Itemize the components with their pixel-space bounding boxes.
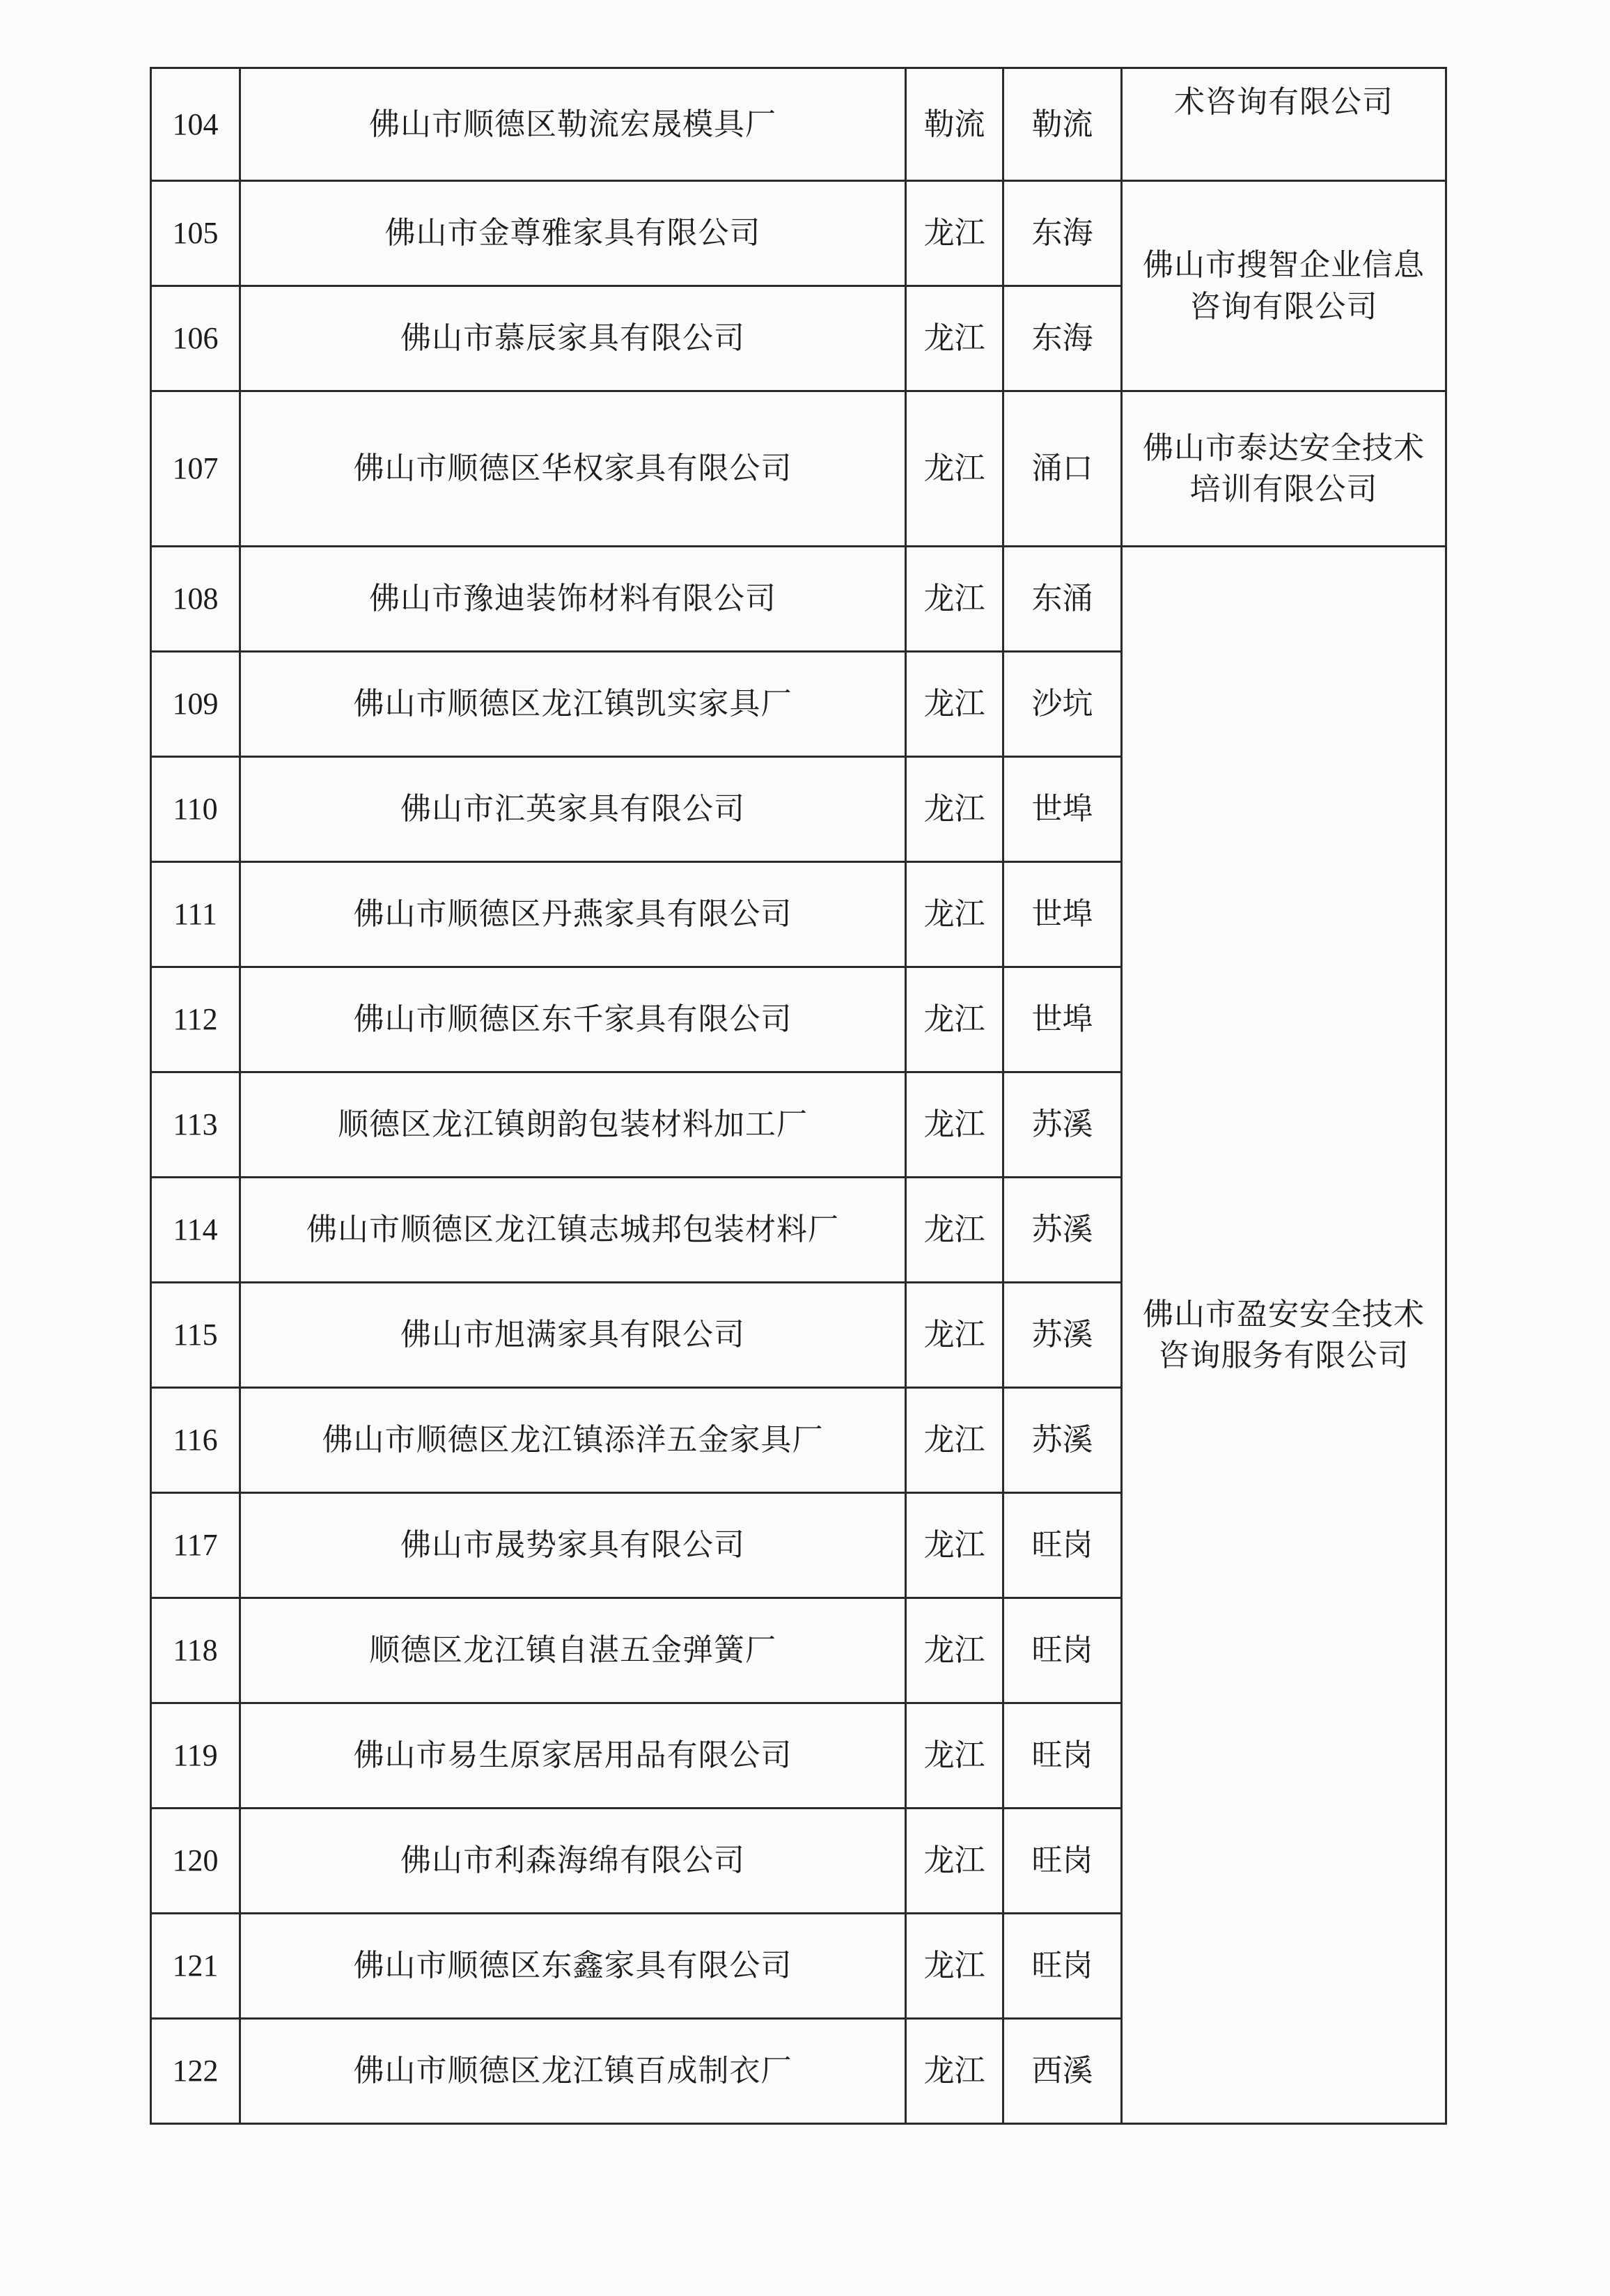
town-cell: 龙江	[906, 757, 1003, 862]
row-number: 108	[151, 547, 240, 652]
row-number: 119	[151, 1703, 240, 1809]
company-name: 佛山市金尊雅家具有限公司	[240, 181, 906, 286]
village-cell: 苏溪	[1003, 1072, 1122, 1178]
service-org-line: 培训有限公司	[1189, 471, 1378, 507]
row-number: 106	[151, 286, 240, 391]
town-cell: 勒流	[906, 68, 1003, 181]
company-name: 佛山市顺德区龙江镇志城邦包装材料厂	[240, 1178, 906, 1283]
village-cell: 勒流	[1003, 68, 1122, 181]
row-number: 122	[151, 2019, 240, 2124]
company-name: 佛山市顺德区东千家具有限公司	[240, 967, 906, 1072]
village-cell: 沙坑	[1003, 652, 1122, 757]
row-number: 105	[151, 181, 240, 286]
town-cell: 龙江	[906, 1388, 1003, 1493]
company-name: 佛山市汇英家具有限公司	[240, 757, 906, 862]
service-org-cell	[1122, 181, 1446, 391]
row-number: 112	[151, 967, 240, 1072]
table-row	[151, 68, 1446, 181]
row-number: 121	[151, 1914, 240, 2019]
row-number: 104	[151, 68, 240, 181]
row-number: 118	[151, 1598, 240, 1703]
town-cell: 龙江	[906, 1703, 1003, 1809]
service-org-line: 咨询服务有限公司	[1158, 1338, 1409, 1373]
company-name: 佛山市豫迪装饰材料有限公司	[240, 547, 906, 652]
village-cell: 旺岗	[1003, 1598, 1122, 1703]
company-name: 顺德区龙江镇朗韵包装材料加工厂	[240, 1072, 906, 1178]
town-cell: 龙江	[906, 1072, 1003, 1178]
table-row	[151, 391, 1446, 547]
row-number: 111	[151, 862, 240, 967]
service-org-line: 佛山市泰达安全技术	[1143, 430, 1425, 466]
village-cell: 世埠	[1003, 862, 1122, 967]
village-cell: 苏溪	[1003, 1178, 1122, 1283]
row-number: 110	[151, 757, 240, 862]
village-cell: 东涌	[1003, 547, 1122, 652]
company-name: 佛山市顺德区东鑫家具有限公司	[240, 1914, 906, 2019]
service-org-line: 术咨询有限公司	[1174, 84, 1393, 120]
company-name: 佛山市晟势家具有限公司	[240, 1493, 906, 1598]
row-number: 120	[151, 1809, 240, 1914]
town-cell: 龙江	[906, 181, 1003, 286]
table-row	[151, 547, 1446, 652]
company-name: 佛山市慕辰家具有限公司	[240, 286, 906, 391]
town-cell: 龙江	[906, 1809, 1003, 1914]
town-cell: 龙江	[906, 652, 1003, 757]
company-name: 佛山市顺德区华权家具有限公司	[240, 391, 906, 547]
service-org-line: 佛山市盈安安全技术	[1143, 1296, 1425, 1332]
town-cell: 龙江	[906, 1493, 1003, 1598]
town-cell: 龙江	[906, 391, 1003, 547]
company-name: 佛山市顺德区龙江镇百成制衣厂	[240, 2019, 906, 2124]
village-cell: 涌口	[1003, 391, 1122, 547]
village-cell: 西溪	[1003, 2019, 1122, 2124]
service-org-cell	[1122, 547, 1446, 2124]
village-cell: 苏溪	[1003, 1283, 1122, 1388]
town-cell: 龙江	[906, 1598, 1003, 1703]
town-cell: 龙江	[906, 2019, 1003, 2124]
company-name: 佛山市易生原家居用品有限公司	[240, 1703, 906, 1809]
town-cell: 龙江	[906, 547, 1003, 652]
row-number: 115	[151, 1283, 240, 1388]
town-cell: 龙江	[906, 862, 1003, 967]
company-name: 佛山市顺德区龙江镇添洋五金家具厂	[240, 1388, 906, 1493]
table-row	[151, 181, 1446, 286]
village-cell: 旺岗	[1003, 1914, 1122, 2019]
company-name: 佛山市旭满家具有限公司	[240, 1283, 906, 1388]
village-cell: 旺岗	[1003, 1703, 1122, 1809]
company-name: 佛山市利森海绵有限公司	[240, 1809, 906, 1914]
town-cell: 龙江	[906, 1914, 1003, 2019]
company-name: 顺德区龙江镇自湛五金弹簧厂	[240, 1598, 906, 1703]
village-cell: 旺岗	[1003, 1493, 1122, 1598]
village-cell: 世埠	[1003, 757, 1122, 862]
row-number: 109	[151, 652, 240, 757]
company-name: 佛山市顺德区丹燕家具有限公司	[240, 862, 906, 967]
row-number: 117	[151, 1493, 240, 1598]
row-number: 107	[151, 391, 240, 547]
village-cell: 世埠	[1003, 967, 1122, 1072]
town-cell: 龙江	[906, 967, 1003, 1072]
row-number: 114	[151, 1178, 240, 1283]
village-cell: 东海	[1003, 286, 1122, 391]
town-cell: 龙江	[906, 1283, 1003, 1388]
company-name: 佛山市顺德区勒流宏晟模具厂	[240, 68, 906, 181]
village-cell: 东海	[1003, 181, 1122, 286]
town-cell: 龙江	[906, 286, 1003, 391]
service-org-line: 咨询有限公司	[1189, 288, 1378, 325]
service-org-cell	[1122, 391, 1446, 547]
service-org-cell	[1122, 68, 1446, 181]
village-cell: 旺岗	[1003, 1809, 1122, 1914]
service-org-line: 佛山市搜智企业信息	[1143, 247, 1425, 283]
row-number: 113	[151, 1072, 240, 1178]
row-number: 116	[151, 1388, 240, 1493]
enterprise-table	[150, 67, 1447, 2125]
village-cell: 苏溪	[1003, 1388, 1122, 1493]
company-name: 佛山市顺德区龙江镇凯实家具厂	[240, 652, 906, 757]
town-cell: 龙江	[906, 1178, 1003, 1283]
